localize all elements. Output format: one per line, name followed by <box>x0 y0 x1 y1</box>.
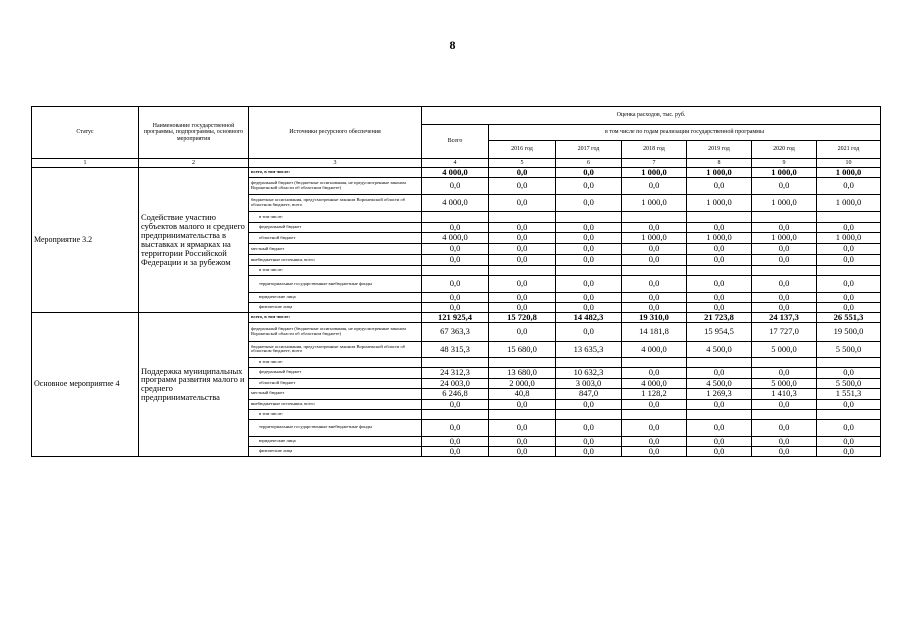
year-value-cell: 2 000,0 <box>489 378 556 388</box>
total-value-cell: 0,0 <box>422 177 489 194</box>
year-value-cell: 0,0 <box>622 292 687 302</box>
total-value-cell: 0,0 <box>422 446 489 456</box>
total-value-cell: 67 363,3 <box>422 322 489 341</box>
year-value-cell: 0,0 <box>556 292 622 302</box>
year-value-cell: 1 000,0 <box>687 168 752 178</box>
year-value-cell: 4 000,0 <box>622 378 687 388</box>
year-value-cell <box>687 409 752 419</box>
source-label-cell: бюджетные ассигнования, предусмотренные законом Воронежской области об областном бюджете, всего <box>249 341 422 357</box>
source-label-cell: в том числе: <box>249 211 422 222</box>
year-value-cell: 0,0 <box>687 367 752 378</box>
year-value-cell: 10 632,3 <box>556 367 622 378</box>
year-value-cell: 0,0 <box>752 419 817 436</box>
year-value-cell <box>622 409 687 419</box>
header-year-3: 2018 год <box>622 141 687 159</box>
year-value-cell: 0,0 <box>687 222 752 232</box>
year-value-cell: 15 720,8 <box>489 312 556 322</box>
year-value-cell: 0,0 <box>489 419 556 436</box>
year-value-cell: 1 000,0 <box>817 168 881 178</box>
total-value-cell: 4 000,0 <box>422 194 489 211</box>
column-index-8: 8 <box>687 159 752 168</box>
program-name-cell: Содействие участию субъектов малого и среднего предпринимательства в выставках и ярмарках на территории Российской Федерации и за рубежом <box>139 168 249 313</box>
year-value-cell: 0,0 <box>687 243 752 254</box>
column-index-10: 10 <box>817 159 881 168</box>
year-value-cell: 0,0 <box>687 399 752 409</box>
year-value-cell <box>687 357 752 367</box>
year-value-cell: 14 482,3 <box>556 312 622 322</box>
year-value-cell: 0,0 <box>687 292 752 302</box>
year-value-cell: 0,0 <box>687 446 752 456</box>
year-value-cell: 0,0 <box>817 399 881 409</box>
program-name-cell: Поддержка муниципальных программ развития малого и среднего предпринимательства <box>139 312 249 456</box>
source-label-cell: физические лица <box>249 302 422 312</box>
year-value-cell: 0,0 <box>556 168 622 178</box>
total-value-cell: 48 315,3 <box>422 341 489 357</box>
header-row-1 <box>32 107 881 125</box>
column-index-3: 3 <box>249 159 422 168</box>
year-value-cell: 0,0 <box>489 399 556 409</box>
total-value-cell: 0,0 <box>422 292 489 302</box>
year-value-cell <box>556 409 622 419</box>
year-value-cell: 0,0 <box>489 232 556 243</box>
year-value-cell: 1 128,2 <box>622 388 687 399</box>
year-value-cell: 0,0 <box>489 275 556 292</box>
total-value-cell: 24 003,0 <box>422 378 489 388</box>
year-value-cell: 1 000,0 <box>622 194 687 211</box>
total-value-cell: 6 246,8 <box>422 388 489 399</box>
year-value-cell: 21 723,8 <box>687 312 752 322</box>
source-label-cell: внебюджетные источники, всего <box>249 399 422 409</box>
year-value-cell: 0,0 <box>687 177 752 194</box>
total-value-cell: 0,0 <box>422 302 489 312</box>
year-value-cell: 0,0 <box>489 292 556 302</box>
column-index-5: 5 <box>489 159 556 168</box>
header-status: Статус <box>32 107 139 159</box>
header-estimate: Оценка расходов, тыс. руб. <box>422 107 881 125</box>
year-value-cell <box>817 211 881 222</box>
year-value-cell: 0,0 <box>556 275 622 292</box>
total-value-cell <box>422 357 489 367</box>
year-value-cell: 0,0 <box>556 419 622 436</box>
year-value-cell: 0,0 <box>622 367 687 378</box>
total-value-cell: 0,0 <box>422 222 489 232</box>
year-value-cell: 0,0 <box>556 399 622 409</box>
year-value-cell: 0,0 <box>687 302 752 312</box>
source-label-cell: федеральный бюджет (бюджетные ассигнования, не предусмотренные законом Воронежской области об областном бюджете) <box>249 177 422 194</box>
source-label-cell: физические лица <box>249 446 422 456</box>
source-label-cell: внебюджетные источники, всего <box>249 254 422 265</box>
year-value-cell: 0,0 <box>622 254 687 265</box>
year-value-cell: 0,0 <box>622 419 687 436</box>
table-row <box>32 168 881 178</box>
column-index-6: 6 <box>556 159 622 168</box>
year-value-cell: 0,0 <box>752 302 817 312</box>
year-value-cell: 0,0 <box>489 322 556 341</box>
header-year-1: 2016 год <box>489 141 556 159</box>
year-value-cell: 13 680,0 <box>489 367 556 378</box>
year-value-cell: 0,0 <box>687 419 752 436</box>
year-value-cell: 0,0 <box>622 222 687 232</box>
year-value-cell: 1 000,0 <box>622 232 687 243</box>
total-value-cell: 0,0 <box>422 254 489 265</box>
year-value-cell <box>817 409 881 419</box>
year-value-cell: 19 500,0 <box>817 322 881 341</box>
year-value-cell: 0,0 <box>622 399 687 409</box>
year-value-cell: 0,0 <box>489 177 556 194</box>
year-value-cell: 0,0 <box>556 322 622 341</box>
year-value-cell: 0,0 <box>817 446 881 456</box>
column-index-9: 9 <box>752 159 817 168</box>
year-value-cell <box>752 357 817 367</box>
year-value-cell: 1 000,0 <box>752 232 817 243</box>
total-value-cell <box>422 409 489 419</box>
source-label-cell: федеральный бюджет (бюджетные ассигнования, не предусмотренные законом Воронежской области об областном бюджете) <box>249 322 422 341</box>
year-value-cell <box>489 211 556 222</box>
year-value-cell: 0,0 <box>556 436 622 446</box>
header-sources: Источники ресурсного обеспечения <box>249 107 422 159</box>
year-value-cell: 0,0 <box>622 446 687 456</box>
year-value-cell: 1 269,3 <box>687 388 752 399</box>
total-value-cell: 0,0 <box>422 275 489 292</box>
year-value-cell <box>817 265 881 275</box>
year-value-cell: 0,0 <box>489 168 556 178</box>
year-value-cell: 0,0 <box>622 436 687 446</box>
year-value-cell: 5 000,0 <box>752 378 817 388</box>
year-value-cell <box>752 409 817 419</box>
year-value-cell: 0,0 <box>752 399 817 409</box>
year-value-cell <box>817 357 881 367</box>
source-label-cell: юридические лица <box>249 292 422 302</box>
year-value-cell: 0,0 <box>817 292 881 302</box>
year-value-cell: 40,8 <box>489 388 556 399</box>
column-index-1: 1 <box>32 159 139 168</box>
year-value-cell: 0,0 <box>752 177 817 194</box>
year-value-cell: 0,0 <box>489 222 556 232</box>
source-label-cell: местный бюджет <box>249 243 422 254</box>
year-value-cell: 15 954,5 <box>687 322 752 341</box>
year-value-cell: 0,0 <box>752 292 817 302</box>
year-value-cell: 0,0 <box>489 302 556 312</box>
year-value-cell: 19 310,0 <box>622 312 687 322</box>
source-label-cell: всего, в том числе: <box>249 168 422 178</box>
source-label-cell: областной бюджет <box>249 378 422 388</box>
total-value-cell: 4 000,0 <box>422 232 489 243</box>
total-value-cell: 0,0 <box>422 436 489 446</box>
year-value-cell <box>556 357 622 367</box>
year-value-cell: 0,0 <box>489 243 556 254</box>
year-value-cell: 0,0 <box>556 232 622 243</box>
year-value-cell: 0,0 <box>622 243 687 254</box>
year-value-cell: 0,0 <box>489 254 556 265</box>
year-value-cell: 0,0 <box>556 243 622 254</box>
year-value-cell: 4 500,0 <box>687 341 752 357</box>
year-value-cell: 0,0 <box>687 254 752 265</box>
year-value-cell <box>687 211 752 222</box>
year-value-cell: 1 000,0 <box>817 232 881 243</box>
source-label-cell: всего, в том числе: <box>249 312 422 322</box>
header-by-years: в том числе по годам реализации государственной программы <box>489 125 881 141</box>
year-value-cell: 0,0 <box>817 254 881 265</box>
year-value-cell: 4 000,0 <box>622 341 687 357</box>
year-value-cell: 1 551,3 <box>817 388 881 399</box>
source-label-cell: бюджетные ассигнования, предусмотренные законом Воронежской области об областном бюджете, всего <box>249 194 422 211</box>
header-year-6: 2021 год <box>817 141 881 159</box>
year-value-cell: 4 500,0 <box>687 378 752 388</box>
year-value-cell: 0,0 <box>556 302 622 312</box>
year-value-cell: 0,0 <box>489 446 556 456</box>
year-value-cell <box>556 211 622 222</box>
year-value-cell <box>489 357 556 367</box>
year-value-cell: 0,0 <box>752 222 817 232</box>
year-value-cell: 15 680,0 <box>489 341 556 357</box>
year-value-cell: 5 000,0 <box>752 341 817 357</box>
year-value-cell: 1 000,0 <box>687 194 752 211</box>
source-label-cell: территориальные государственные внебюджетные фонды <box>249 419 422 436</box>
source-label-cell: в том числе: <box>249 265 422 275</box>
source-label-cell: местный бюджет <box>249 388 422 399</box>
header-name: Наименование государственной программы, подпрограммы, основного мероприятия <box>139 107 249 159</box>
budget-table <box>31 106 881 457</box>
source-label-cell: федеральный бюджет <box>249 222 422 232</box>
year-value-cell: 0,0 <box>622 275 687 292</box>
table-row <box>32 312 881 322</box>
year-value-cell: 0,0 <box>556 254 622 265</box>
year-value-cell <box>556 265 622 275</box>
year-value-cell <box>622 265 687 275</box>
year-value-cell <box>622 357 687 367</box>
year-value-cell: 1 000,0 <box>817 194 881 211</box>
total-value-cell: 4 000,0 <box>422 168 489 178</box>
year-value-cell: 0,0 <box>752 243 817 254</box>
total-value-cell: 121 925,4 <box>422 312 489 322</box>
year-value-cell: 0,0 <box>752 367 817 378</box>
year-value-cell: 847,0 <box>556 388 622 399</box>
year-value-cell: 0,0 <box>752 275 817 292</box>
year-value-cell: 0,0 <box>817 275 881 292</box>
year-value-cell: 0,0 <box>817 222 881 232</box>
header-year-2: 2017 год <box>556 141 622 159</box>
year-value-cell: 0,0 <box>489 194 556 211</box>
status-cell: Мероприятие 3.2 <box>32 168 139 313</box>
source-label-cell: федеральный бюджет <box>249 367 422 378</box>
year-value-cell: 17 727,0 <box>752 322 817 341</box>
year-value-cell: 1 000,0 <box>687 232 752 243</box>
year-value-cell: 0,0 <box>556 194 622 211</box>
year-value-cell: 26 551,3 <box>817 312 881 322</box>
year-value-cell: 0,0 <box>817 436 881 446</box>
year-value-cell: 0,0 <box>817 302 881 312</box>
year-value-cell: 0,0 <box>817 177 881 194</box>
year-value-cell: 0,0 <box>752 436 817 446</box>
source-label-cell: территориальные государственные внебюджетные фонды <box>249 275 422 292</box>
year-value-cell: 5 500,0 <box>817 341 881 357</box>
year-value-cell: 0,0 <box>752 446 817 456</box>
year-value-cell: 1 000,0 <box>752 168 817 178</box>
year-value-cell: 0,0 <box>556 177 622 194</box>
year-value-cell: 14 181,8 <box>622 322 687 341</box>
source-label-cell: в том числе: <box>249 409 422 419</box>
year-value-cell: 0,0 <box>687 436 752 446</box>
year-value-cell <box>687 265 752 275</box>
year-value-cell: 5 500,0 <box>817 378 881 388</box>
year-value-cell: 0,0 <box>817 367 881 378</box>
year-value-cell: 0,0 <box>489 436 556 446</box>
year-value-cell: 24 137,3 <box>752 312 817 322</box>
status-cell: Основное мероприятие 4 <box>32 312 139 456</box>
year-value-cell: 0,0 <box>622 177 687 194</box>
header-year-4: 2019 год <box>687 141 752 159</box>
total-value-cell: 24 312,3 <box>422 367 489 378</box>
table-body <box>32 107 881 457</box>
year-value-cell: 3 003,0 <box>556 378 622 388</box>
year-value-cell: 1 410,3 <box>752 388 817 399</box>
total-value-cell: 0,0 <box>422 399 489 409</box>
year-value-cell: 1 000,0 <box>622 168 687 178</box>
year-value-cell <box>622 211 687 222</box>
year-value-cell: 0,0 <box>752 254 817 265</box>
header-index-row <box>32 159 881 168</box>
year-value-cell: 0,0 <box>817 243 881 254</box>
header-total: Всего <box>422 125 489 159</box>
column-index-2: 2 <box>139 159 249 168</box>
source-label-cell: в том числе: <box>249 357 422 367</box>
column-index-4: 4 <box>422 159 489 168</box>
year-value-cell: 0,0 <box>556 222 622 232</box>
year-value-cell: 0,0 <box>687 275 752 292</box>
year-value-cell: 0,0 <box>556 446 622 456</box>
source-label-cell: областной бюджет <box>249 232 422 243</box>
year-value-cell: 1 000,0 <box>752 194 817 211</box>
year-value-cell <box>489 265 556 275</box>
total-value-cell <box>422 265 489 275</box>
year-value-cell <box>752 211 817 222</box>
year-value-cell: 0,0 <box>817 419 881 436</box>
page-number: 8 <box>449 38 456 52</box>
header-year-5: 2020 год <box>752 141 817 159</box>
total-value-cell <box>422 211 489 222</box>
total-value-cell: 0,0 <box>422 243 489 254</box>
year-value-cell <box>752 265 817 275</box>
source-label-cell: юридические лица <box>249 436 422 446</box>
year-value-cell: 13 635,3 <box>556 341 622 357</box>
year-value-cell <box>489 409 556 419</box>
column-index-7: 7 <box>622 159 687 168</box>
total-value-cell: 0,0 <box>422 419 489 436</box>
year-value-cell: 0,0 <box>622 302 687 312</box>
